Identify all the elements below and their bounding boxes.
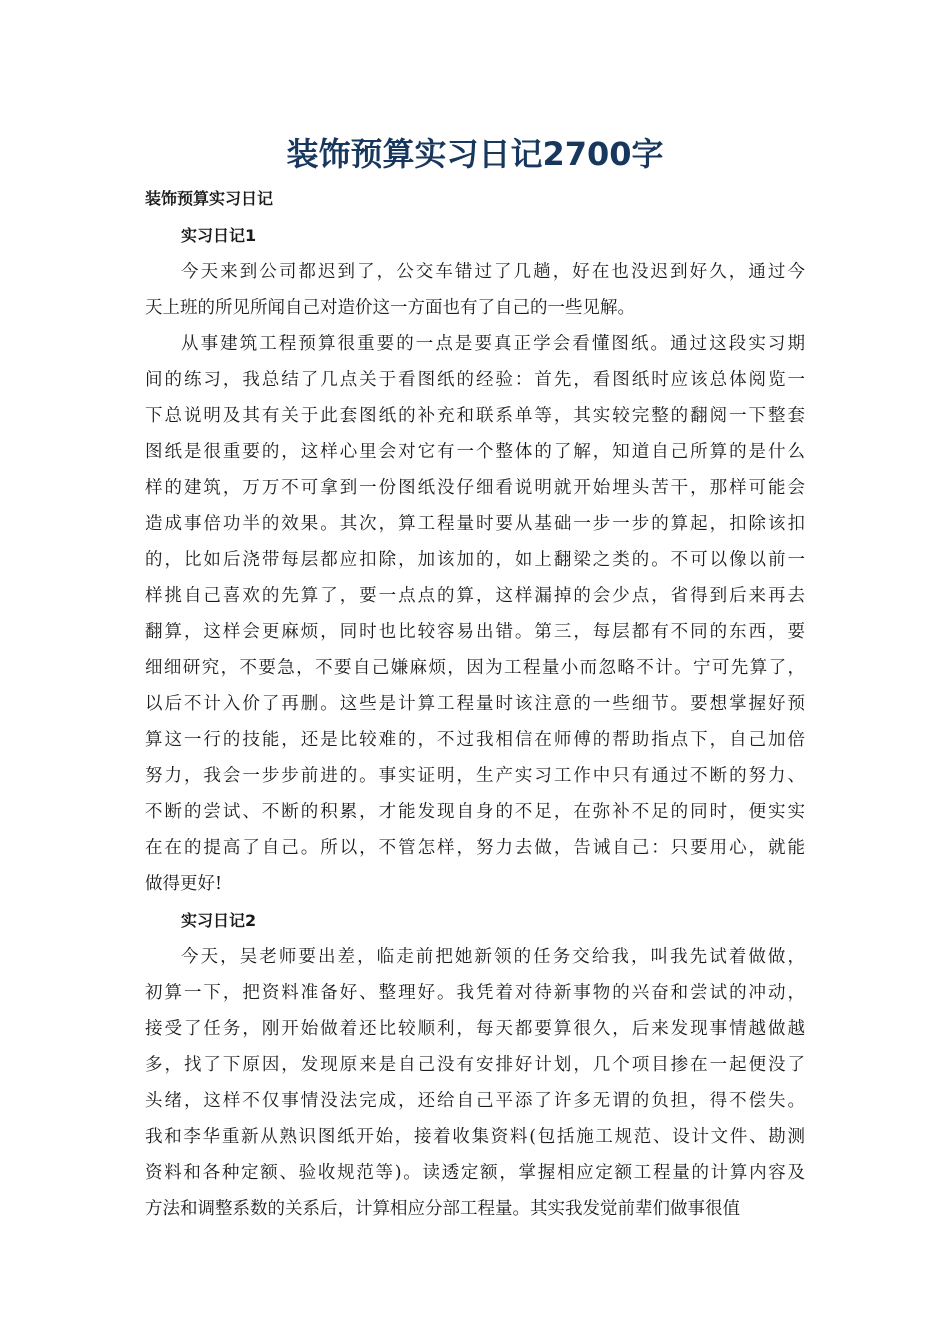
text-line: 今天，吴老师要出差，临走前把她新领的任务交给我，叫我先试着做做，	[181, 947, 805, 967]
document-title: 装饰预算实习日记2700字	[286, 135, 664, 173]
text-line: 样挑自己喜欢的先算了，要一点点的算，这样漏掉的会少点，省得到后来再去	[145, 586, 805, 606]
text-line: 图纸是很重要的，这样心里会对它有一个整体的了解，知道自己所算的是什么	[145, 442, 805, 462]
text-line: 从事建筑工程预算很重要的一点是要真正学会看懂图纸。通过这段实习期	[181, 334, 805, 354]
document-subtitle: 装饰预算实习日记	[145, 189, 274, 208]
paragraph	[145, 326, 805, 902]
text-line: 样的建筑，万万不可拿到一份图纸没仔细看说明就开始埋头苦干，那样可能会	[145, 478, 805, 498]
text-line: 我和李华重新从熟识图纸开始，接着收集资料(包括施工规范、设计文件、勘测	[145, 1127, 805, 1147]
text-line: 细细研究，不要急，不要自己嫌麻烦，因为工程量小而忽略不计。宁可先算了，	[145, 658, 805, 678]
text-line: 造成事倍功半的效果。其次，算工程量时要从基础一步一步的算起，扣除该扣	[145, 514, 805, 534]
text-line: 方法和调整系数的关系后，计算相应分部工程量。其实我发觉前辈们做事很值	[145, 1199, 740, 1219]
text-line: 以后不计入价了再删。这些是计算工程量时该注意的一些细节。要想掌握好预	[145, 694, 805, 714]
text-line: 头绪，这样不仅事情没法完成，还给自己平添了许多无谓的负担，得不偿失。	[145, 1091, 805, 1111]
text-line: 间的练习，我总结了几点关于看图纸的经验：首先，看图纸时应该总体阅览一	[145, 370, 805, 390]
document-body	[145, 181, 805, 1227]
text-line: 不断的尝试、不断的积累，才能发现自身的不足，在弥补不足的同时，便实实	[145, 802, 805, 822]
text-line: 的，比如后浇带每层都应扣除，加该加的，如上翻梁之类的。不可以像以前一	[145, 550, 805, 570]
text-line: 接受了任务，刚开始做着还比较顺利，每天都要算很久，后来发现事情越做越	[145, 1019, 805, 1039]
text-line: 初算一下，把资料准备好、整理好。我凭着对待新事物的兴奋和尝试的冲动，	[145, 983, 805, 1003]
text-line: 做得更好!	[145, 874, 223, 894]
text-line: 今天来到公司都迟到了，公交车错过了几趟，好在也没迟到好久，通过今	[181, 262, 805, 282]
text-line: 多，找了下原因，发现原来是自己没有安排好计划，几个项目掺在一起便没了	[145, 1055, 805, 1075]
text-line: 天上班的所见所闻自己对造价这一方面也有了自己的一些见解。	[145, 298, 635, 318]
section-heading: 实习日记2	[181, 911, 257, 930]
text-line: 在在的提高了自己。所以，不管怎样，努力去做，告诫自己：只要用心，就能	[145, 838, 805, 858]
text-line: 算这一行的技能，还是比较难的，不过我相信在师傅的帮助指点下，自己加倍	[145, 730, 805, 750]
text-line: 资料和各种定额、验收规范等)。读透定额，掌握相应定额工程量的计算内容及	[145, 1163, 805, 1183]
text-line: 下总说明及其有关于此套图纸的补充和联系单等，其实较完整的翻阅一下整套	[145, 406, 805, 426]
section-heading: 实习日记1	[181, 226, 257, 245]
paragraph	[145, 254, 805, 326]
text-line: 翻算，这样会更麻烦，同时也比较容易出错。第三，每层都有不同的东西，要	[145, 622, 805, 642]
text-line: 努力，我会一步步前进的。事实证明，生产实习工作中只有通过不断的努力、	[145, 766, 805, 786]
paragraph	[145, 939, 805, 1227]
